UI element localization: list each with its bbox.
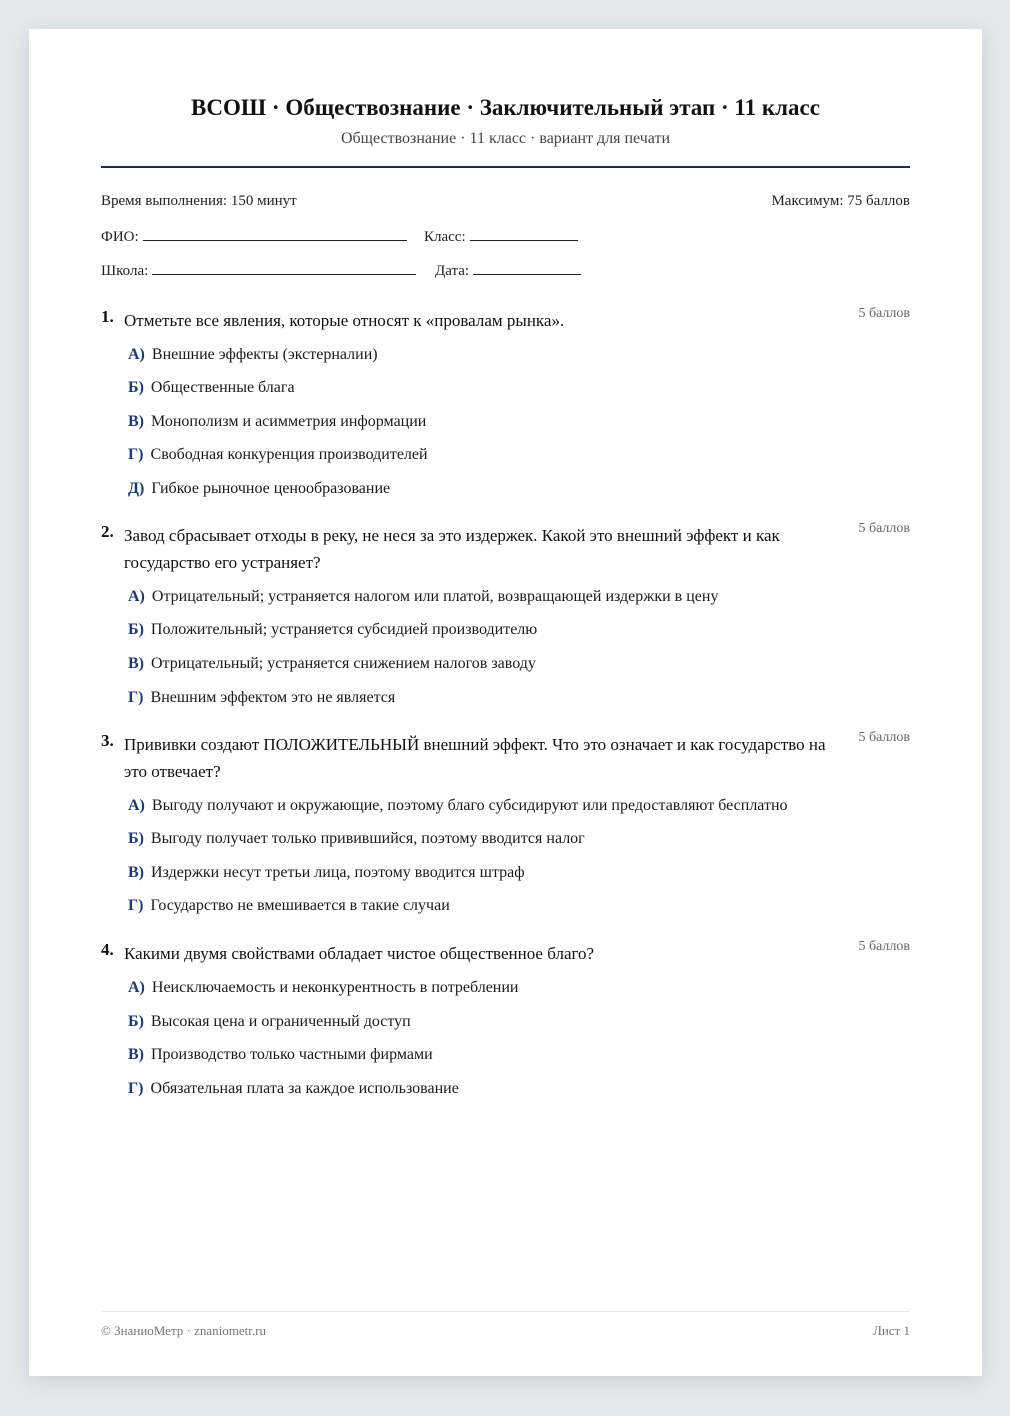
- question-text: Завод сбрасывает отходы в реку, не неся за это издержек. Какой это внешний эффект и как государство его устраняет?: [124, 526, 780, 572]
- option-text: Отрицательный; устраняется налогом или платой, возвращающей издержки в цену: [151, 588, 719, 605]
- option-letter: А): [128, 346, 145, 363]
- option-b[interactable]: [128, 379, 295, 397]
- question-points: 5 баллов: [858, 939, 910, 954]
- school-field[interactable]: [152, 260, 416, 275]
- date-label: Дата:: [435, 263, 470, 279]
- option-letter: В): [128, 1046, 144, 1063]
- option-b[interactable]: [128, 621, 537, 639]
- option-text: Отрицательный; устраняется снижением налогов заводу: [151, 655, 536, 672]
- max-score: Максимум: 75 баллов: [771, 193, 910, 209]
- question-points: 5 баллов: [858, 730, 910, 745]
- option-text: Обязательная плата за каждое использование: [150, 1080, 459, 1097]
- option-a[interactable]: [128, 346, 378, 364]
- school-label: Школа:: [101, 263, 149, 279]
- option-text: Свободная конкуренция производителей: [150, 446, 428, 463]
- page-title: ВСОШ · Обществознание · Заключительный этап · 11 класс: [191, 95, 820, 120]
- option-letter: В): [128, 655, 144, 672]
- option-letter: Г): [128, 446, 144, 463]
- option-a[interactable]: [128, 588, 718, 606]
- school-row: [101, 260, 416, 280]
- question-number: 2.: [101, 522, 114, 541]
- option-text: Выгоду получает только привившийся, поэтому вводится налог: [150, 830, 585, 847]
- option-v[interactable]: [128, 413, 426, 431]
- question-number: 4.: [101, 940, 114, 959]
- footer-sheet-number: Лист 1: [873, 1323, 910, 1338]
- option-a[interactable]: [128, 797, 788, 815]
- time-limit: Время выполнения: 150 минут: [101, 193, 297, 209]
- question-number: 1.: [101, 307, 114, 326]
- option-b[interactable]: [128, 1013, 411, 1031]
- header-divider: [101, 166, 910, 168]
- option-letter: А): [128, 979, 145, 996]
- class-field[interactable]: [470, 226, 578, 241]
- question-text: Какими двумя свойствами обладает чистое общественное благо?: [124, 944, 595, 963]
- footer-copyright: © ЗнаниоМетр · znaniometr.ru: [101, 1323, 266, 1338]
- option-letter: Г): [128, 1080, 144, 1097]
- option-g[interactable]: [128, 1080, 459, 1098]
- option-letter: А): [128, 797, 145, 814]
- option-text: Производство только частными фирмами: [151, 1046, 433, 1063]
- option-letter: Б): [128, 1013, 144, 1030]
- option-letter: Г): [128, 897, 144, 914]
- option-a[interactable]: [128, 979, 519, 997]
- question-points: 5 баллов: [858, 521, 910, 536]
- date-row: [435, 260, 581, 280]
- option-letter: Б): [128, 379, 144, 396]
- option-v[interactable]: [128, 1046, 433, 1064]
- option-b[interactable]: [128, 830, 585, 848]
- fio-label: ФИО:: [101, 229, 139, 245]
- footer-divider: [101, 1311, 910, 1312]
- date-field[interactable]: [473, 260, 581, 275]
- question-points: 5 баллов: [858, 306, 910, 321]
- option-text: Внешние эффекты (экстерналии): [151, 346, 378, 363]
- question-number: 3.: [101, 731, 114, 750]
- class-label: Класс:: [424, 229, 466, 245]
- option-g[interactable]: [128, 689, 395, 707]
- fio-row: [101, 226, 407, 246]
- class-row: [424, 226, 578, 246]
- option-text: Гибкое рыночное ценообразование: [151, 480, 391, 497]
- option-text: Выгоду получают и окружающие, поэтому благо субсидируют или предоставляют бесплатно: [151, 797, 788, 814]
- sheet-content: [101, 29, 910, 1376]
- option-g[interactable]: [128, 446, 428, 464]
- option-letter: Г): [128, 689, 144, 706]
- option-letter: А): [128, 588, 145, 605]
- option-letter: Б): [128, 621, 144, 638]
- option-g[interactable]: [128, 897, 450, 915]
- option-v[interactable]: [128, 864, 525, 882]
- option-letter: В): [128, 413, 144, 430]
- option-letter: Д): [128, 480, 145, 497]
- option-text: Монополизм и асимметрия информации: [151, 413, 427, 430]
- page-subtitle: Обществознание · 11 класс · вариант для печати: [340, 130, 671, 147]
- option-text: Издержки несут третьи лица, поэтому вводится штраф: [151, 864, 525, 881]
- question-text: Прививки создают ПОЛОЖИТЕЛЬНЫЙ внешний эффект. Что это означает и как государство на это отвечает?: [124, 735, 826, 781]
- option-text: Внешним эффектом это не является: [150, 689, 396, 706]
- exam-sheet: [29, 29, 982, 1376]
- option-text: Положительный; устраняется субсидией производителю: [150, 621, 538, 638]
- option-text: Неисключаемость и неконкурентность в потреблении: [151, 979, 519, 996]
- option-text: Высокая цена и ограниченный доступ: [150, 1013, 411, 1030]
- fio-field[interactable]: [143, 226, 407, 241]
- question-text: Отметьте все явления, которые относят к «провалам рынка».: [124, 311, 565, 330]
- option-v[interactable]: [128, 655, 536, 673]
- option-letter: В): [128, 864, 144, 881]
- option-text: Общественные блага: [150, 379, 295, 396]
- option-letter: Б): [128, 830, 144, 847]
- option-text: Государство не вмешивается в такие случаи: [150, 897, 450, 914]
- option-d[interactable]: [128, 480, 390, 498]
